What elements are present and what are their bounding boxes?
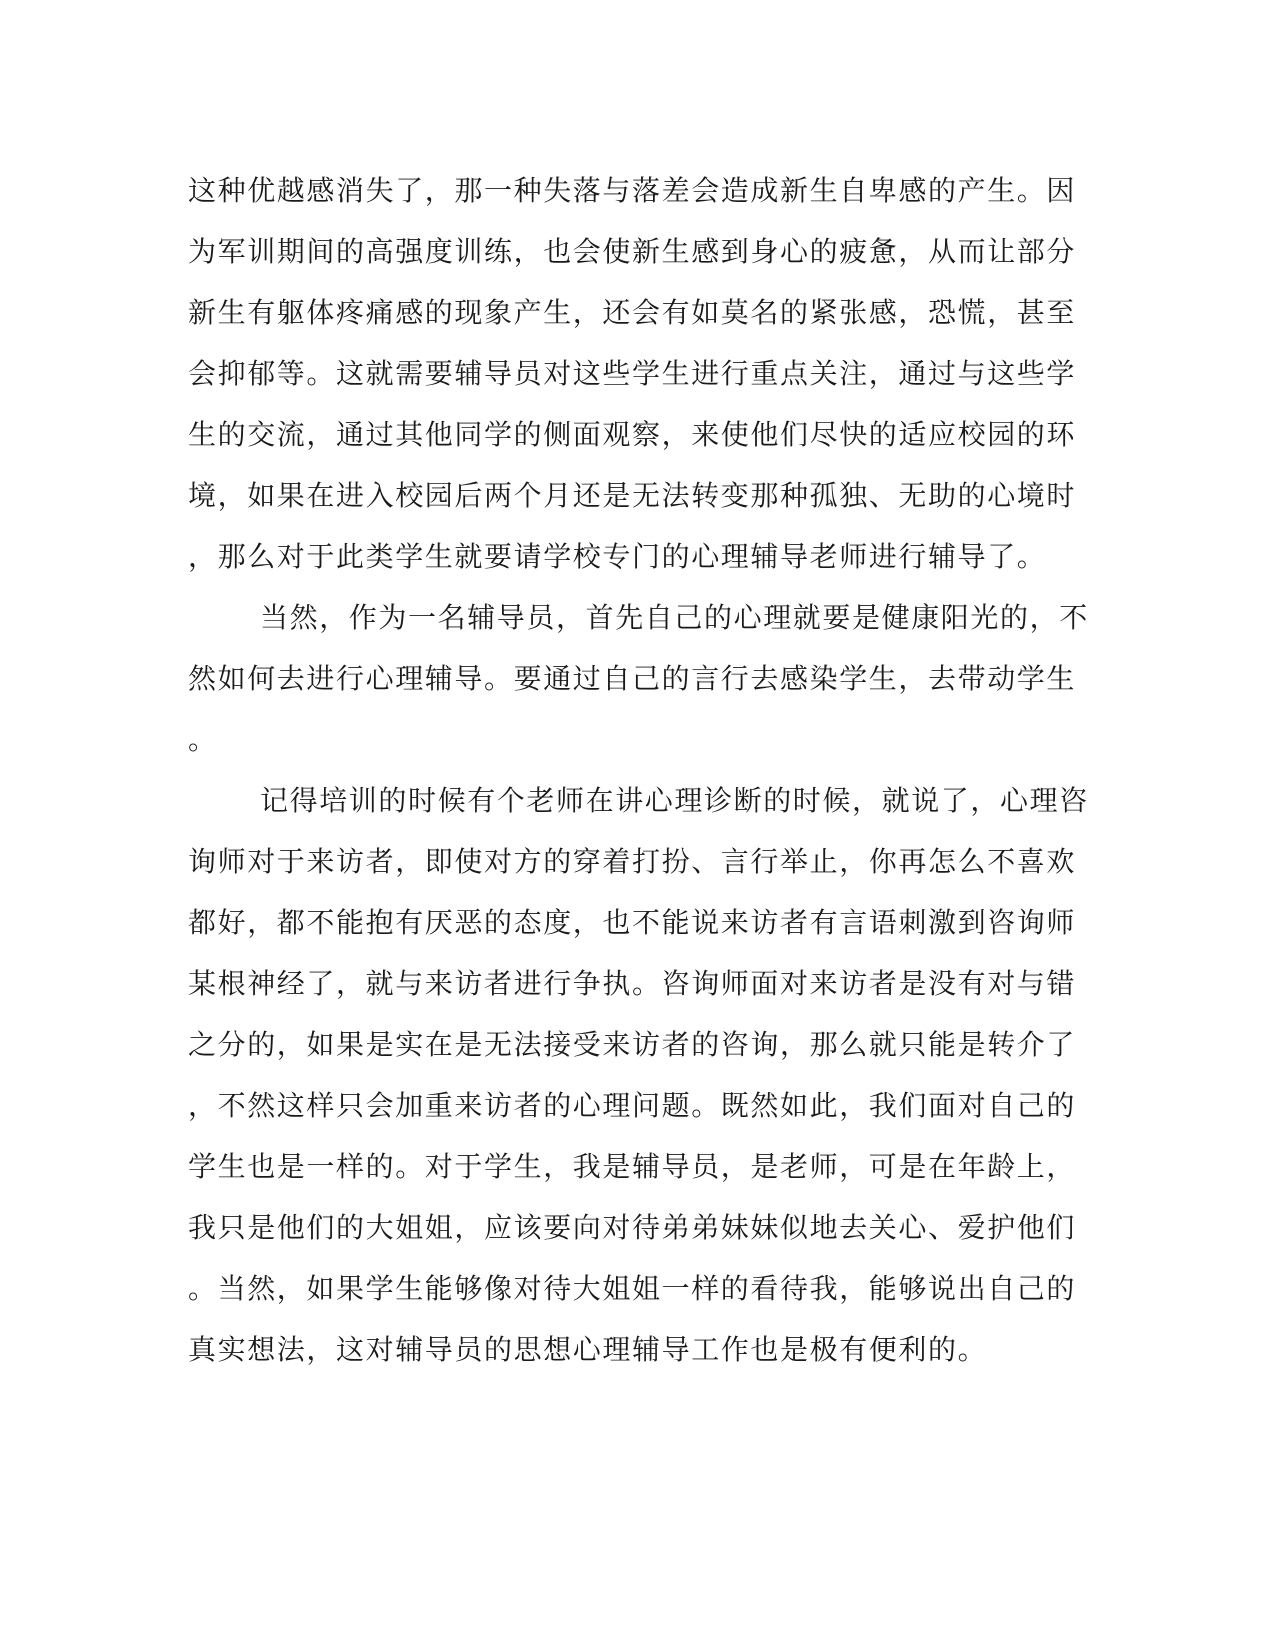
text-line: 学生也是一样的。对于学生，我是辅导员，是老师，可是在年龄上， [188,1150,1077,1183]
text-line: 某根神经了，就与来访者进行争执。咨询师面对来访者是没有对与错 [188,967,1077,1000]
text-line: 都好，都不能抱有厌恶的态度，也不能说来访者有言语刺激到咨询师 [188,906,1077,939]
text-line: 境，如果在进入校园后两个月还是无法转变那种孤独、无助的心境时 [188,479,1077,512]
text-line: ，那么对于此类学生就要请学校专门的心理辅导老师进行辅导了。 [188,540,1047,573]
text-line: 新生有躯体疼痛感的现象产生，还会有如莫名的紧张感，恐慌，甚至 [188,296,1077,329]
text-line: ，不然这样只会加重来访者的心理问题。既然如此，我们面对自己的 [188,1089,1077,1122]
paragraph-1 [188,160,1077,587]
text-line: 为军训期间的高强度训练，也会使新生感到身心的疲惫，从而让部分 [188,235,1077,268]
text-line: 这种优越感消失了，那一种失落与落差会造成新生自卑感的产生。因 [188,174,1077,207]
text-line: 询师对于来访者，即使对方的穿着打扮、言行举止，你再怎么不喜欢 [188,845,1077,878]
text-line: 真实想法，这对辅导员的思想心理辅导工作也是极有便利的。 [188,1333,988,1366]
text-line: 。 [188,723,218,756]
document-body [188,160,1089,1380]
text-line: 我只是他们的大姐姐，应该要向对待弟弟妹妹似地去关心、爱护他们 [188,1211,1077,1244]
text-line: 。当然，如果学生能够像对待大姐姐一样的看待我，能够说出自己的 [188,1272,1077,1305]
text-line: 生的交流，通过其他同学的侧面观察，来使他们尽快的适应校园的环 [188,418,1077,451]
text-line: 会抑郁等。这就需要辅导员对这些学生进行重点关注，通过与这些学 [188,357,1077,390]
paragraph-3 [188,770,1089,1380]
text-line: 当然，作为一名辅导员，首先自己的心理就要是健康阳光的，不 [260,601,1089,634]
text-line: 然如何去进行心理辅导。要通过自己的言行去感染学生，去带动学生 [188,662,1077,695]
paragraph-2 [188,587,1089,770]
text-line: 之分的，如果是实在是无法接受来访者的咨询，那么就只能是转介了 [188,1028,1077,1061]
text-line: 记得培训的时候有个老师在讲心理诊断的时候，就说了，心理咨 [260,784,1089,817]
